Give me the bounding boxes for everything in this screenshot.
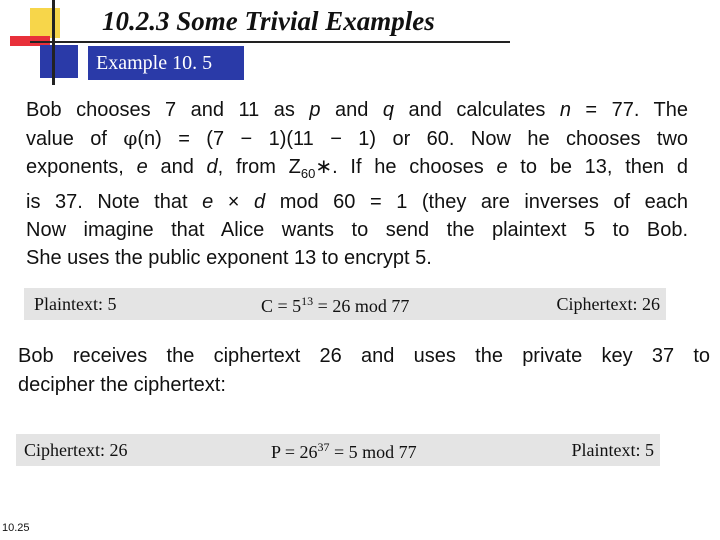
decor-blue-square — [40, 45, 78, 78]
paragraph-line: Bob receives the ciphertext 26 and uses the private key 37 to — [18, 345, 710, 367]
example-label-box — [88, 46, 244, 80]
decor-horizontal-line — [30, 41, 510, 43]
paragraph-line: value of φ(n) = (7 − 1)(11 − 1) or 60. Now he chooses two — [26, 126, 689, 150]
paragraph-line: exponents, e and d, from $Z_{60}∗$. If he chooses e to be 13, then d — [26, 156, 688, 181]
decryption-bar — [16, 434, 660, 466]
encrypt-ciphertext: Ciphertext: 26 — [556, 294, 660, 314]
paragraph-line: decipher the ciphertext: — [18, 374, 226, 396]
encrypt-formula: $C = 5^{13} = 26$ mod 77 — [261, 294, 410, 316]
decrypt-plaintext: Plaintext: 5 — [571, 440, 654, 460]
paragraph-intro — [26, 96, 688, 272]
slide-title: 10.2.3 Some Trivial Examples — [102, 6, 435, 36]
paragraph-decrypt — [18, 342, 710, 400]
encrypt-plaintext: Plaintext: 5 — [34, 294, 117, 314]
decor-yellow-square — [30, 8, 60, 38]
decrypt-ciphertext: Ciphertext: 26 — [24, 440, 128, 460]
paragraph-line: She uses the public exponent 13 to encrypt 5. — [26, 247, 432, 269]
page-number: 10.25 — [2, 522, 30, 534]
decrypt-formula: $P = 26^{37} = 5$ mod 77 — [271, 440, 417, 462]
paragraph-line: is 37. Note that e × d mod 60 = 1 (they are inverses of each — [26, 191, 689, 213]
encryption-bar — [24, 288, 666, 320]
paragraph-line: Bob chooses 7 and 11 as p and q and calculates n = 77. The — [26, 99, 688, 121]
example-label: Example 10. 5 — [96, 51, 213, 74]
paragraph-line: Now imagine that Alice wants to send the plaintext 5 to Bob. — [26, 219, 688, 241]
